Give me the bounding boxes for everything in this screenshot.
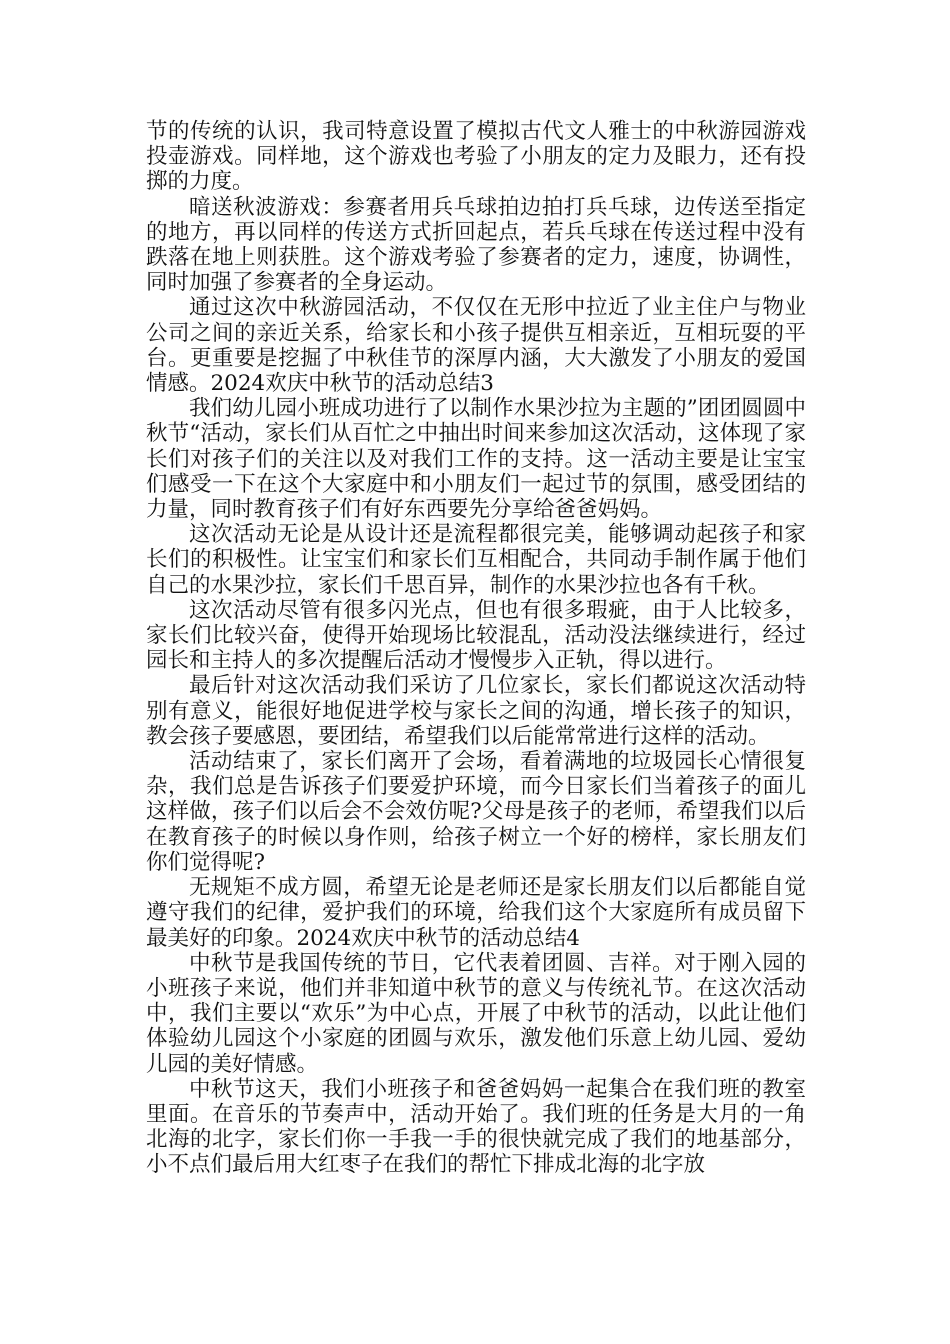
paragraph: 最后针对这次活动我们采访了几位家长，家长们都说这次活动特别有意义，能很好地促进学校与家长之间的沟通，增长孩子的知识，教会孩子要感恩，要团结，希望我们以后能常常进行这样的活动。	[146, 673, 806, 749]
paragraph: 活动结束了，家长们离开了会场，看着满地的垃圾园长心情很复杂，我们总是告诉孩子们要爱护环境，而今日家长们当着孩子的面儿这样做，孩子们以后会不会效仿呢?父母是孩子的老师，希望我们以后在教育孩子的时候以身作则，给孩子树立一个好的榜样，家长朋友们你们觉得呢?	[146, 749, 806, 875]
paragraph: 通过这次中秋游园活动，不仅仅在无形中拉近了业主住户与物业公司之间的亲近关系，给家长和小孩子提供互相亲近，互相玩耍的平台。更重要是挖掘了中秋佳节的深厚内涵，大大激发了小朋友的爱国情感。2024欢庆中秋节的活动总结3	[146, 295, 806, 397]
document-body	[146, 119, 806, 1178]
paragraph: 这次活动无论是从设计还是流程都很完美，能够调动起孩子和家长们的积极性。让宝宝们和家长们互相配合，共同动手制作属于他们自己的水果沙拉，家长们千思百异，制作的水果沙拉也各有千秋。	[146, 522, 806, 598]
paragraph: 这次活动尽管有很多闪光点，但也有很多瑕疵，由于人比较多，家长们比较兴奋，使得开始现场比较混乱，活动没法继续进行，经过园长和主持人的多次提醒后活动才慢慢步入正轨，得以进行。	[146, 597, 806, 674]
paragraph: 中秋节是我国传统的节日，它代表着团圆、吉祥。对于刚入园的小班孩子来说，他们并非知道中秋节的意义与传统礼节。在这次活动中，我们主要以“欢乐”为中心点，开展了中秋节的活动，以此让他们体验幼儿园这个小家庭的团圆与欢乐，激发他们乐意上幼儿园、爱幼儿园的美好情感。	[146, 950, 806, 1077]
paragraph: 节的传统的认识，我司特意设置了模拟古代文人雅士的中秋游园游戏投壶游戏。同样地，这个游戏也考验了小朋友的定力及眼力，还有投掷的力度。	[146, 119, 806, 195]
paragraph: 暗送秋波游戏：参赛者用兵乓球拍边拍打兵乓球，边传送至指定的地方，再以同样的传送方式折回起点，若兵乓球在传送过程中没有跌落在地上则获胜。这个游戏考验了参赛者的定力，速度，协调性，同时加强了参赛者的全身运动。	[146, 194, 806, 296]
paragraph: 我们幼儿园小班成功进行了以制作水果沙拉为主题的”团团圆圆中秋节“活动，家长们从百忙之中抽出时间来参加这次活动，这体现了家长们对孩子们的关注以及对我们工作的支持。这一活动主要是让宝宝们感受一下在这个大家庭中和小朋友们一起过节的氛围，感受团结的力量，同时教育孩子们有好东西要先分享给爸爸妈妈。	[146, 396, 806, 523]
paragraph: 中秋节这天，我们小班孩子和爸爸妈妈一起集合在我们班的教室里面。在音乐的节奏声中，活动开始了。我们班的任务是大月的一角北海的北字，家长们你一手我一手的很快就完成了我们的地基部分，小不点们最后用大红枣子在我们的帮忙下排成北海的北字放	[146, 1076, 806, 1178]
paragraph: 无规矩不成方圆，希望无论是老师还是家长朋友们以后都能自觉遵守我们的纪律，爱护我们的环境，给我们这个大家庭所有成员留下最美好的印象。2024欢庆中秋节的活动总结4	[146, 875, 806, 951]
